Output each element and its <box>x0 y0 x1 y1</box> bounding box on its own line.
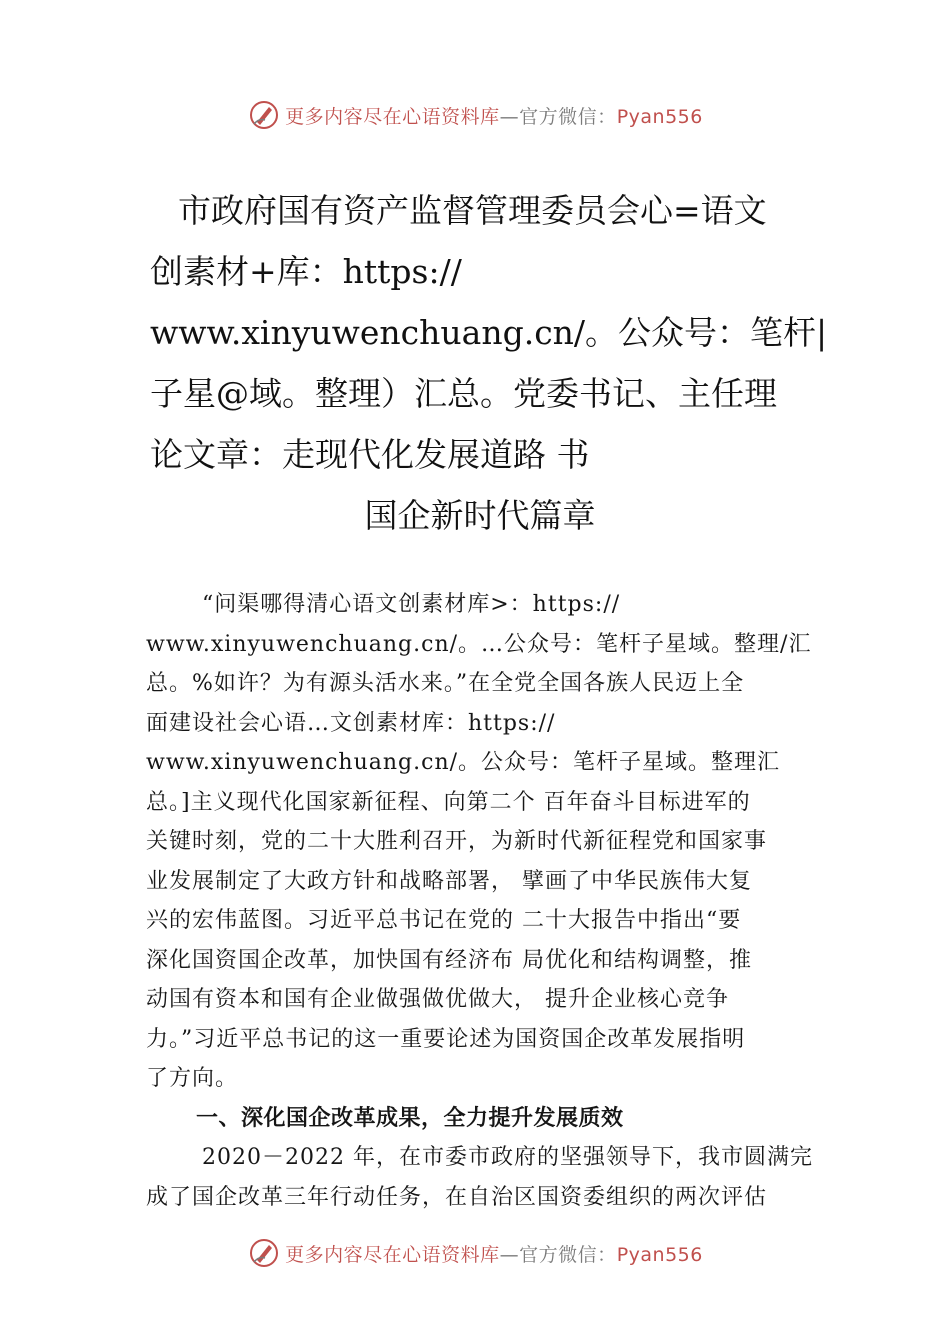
body-line: www.xinyuwenchuang.cn/。公众号：笔杆子星域。整理汇 <box>146 750 781 775</box>
body-line: 动国有资本和国有企业做强做优做大， 提升企业核心竞争 <box>146 987 729 1012</box>
banner-main-text: 更多内容尽在心语资料库 <box>285 105 500 128</box>
banner-main-text: 更多内容尽在心语资料库 <box>285 1243 500 1266</box>
banner-text <box>285 1240 703 1267</box>
body-line: 兴的宏伟蓝图。习近平总书记在党的 二十大报告中指出“要 <box>146 908 742 933</box>
title-line: 国企新时代篇章 <box>364 496 596 535</box>
body-line: 2020－2022 年，在市委市政府的坚强领导下，我市圆满完 <box>202 1145 813 1170</box>
body-line: 总。%如许？为有源头活水来。”在全党全国各族人民迈上全 <box>146 671 745 696</box>
document-body <box>146 585 836 1217</box>
banner-wechat-id: Pyan556 <box>616 105 703 128</box>
banner-wechat-id: Pyan556 <box>616 1243 703 1266</box>
banner-wechat-label: —官方微信： <box>499 105 617 128</box>
body-line: 业发展制定了大政方针和战略部署， 擘画了中华民族伟大复 <box>146 868 752 894</box>
body-line: www.xinyuwenchuang.cn/。…公众号：笔杆子星域。整理/汇 <box>146 631 812 657</box>
body-line: 关键时刻，党的二十大胜利召开，为新时代新征程党和国家事 <box>146 829 768 854</box>
body-line: 成了国企改革三年行动任务，在自治区国资委组织的两次评估 <box>146 1184 768 1210</box>
banner-text <box>285 102 703 129</box>
title-line: www.xinyuwenchuang.cn/。公众号：笔杆| <box>150 313 828 352</box>
body-line: 了方向。 <box>146 1066 239 1091</box>
pen-logo-icon <box>247 1236 281 1270</box>
section-heading: 一、深化国企改革成果，全力提升发展质效 <box>196 1105 624 1131</box>
body-line: “问渠哪得清心语文创素材库>：https:// <box>202 592 621 617</box>
title-line: 市政府国有资产监督管理委员会心=语文 <box>178 191 767 230</box>
pen-logo-icon <box>247 98 281 132</box>
footer-banner <box>0 1233 950 1273</box>
document-title <box>150 180 828 546</box>
title-line: 子星@域。整理）汇总。党委书记、主任理 <box>150 374 777 413</box>
banner-wechat-label: —官方微信： <box>499 1243 617 1266</box>
body-line: 力。”习近平总书记的这一重要论述为国资国企改革发展指明 <box>146 1026 746 1052</box>
body-line: 深化国资国企改革，加快国有经济布 局优化和结构调整，推 <box>146 947 752 973</box>
header-banner <box>0 95 950 135</box>
title-line: 创素材+库：https:// <box>150 252 462 291</box>
title-line: 论文章：走现代化发展道路 书 <box>150 435 590 474</box>
body-line: 总。]主义现代化国家新征程、向第二个 百年奋斗目标进军的 <box>146 789 751 815</box>
body-line: 面建设社会心语…文创素材库：https:// <box>146 710 556 736</box>
